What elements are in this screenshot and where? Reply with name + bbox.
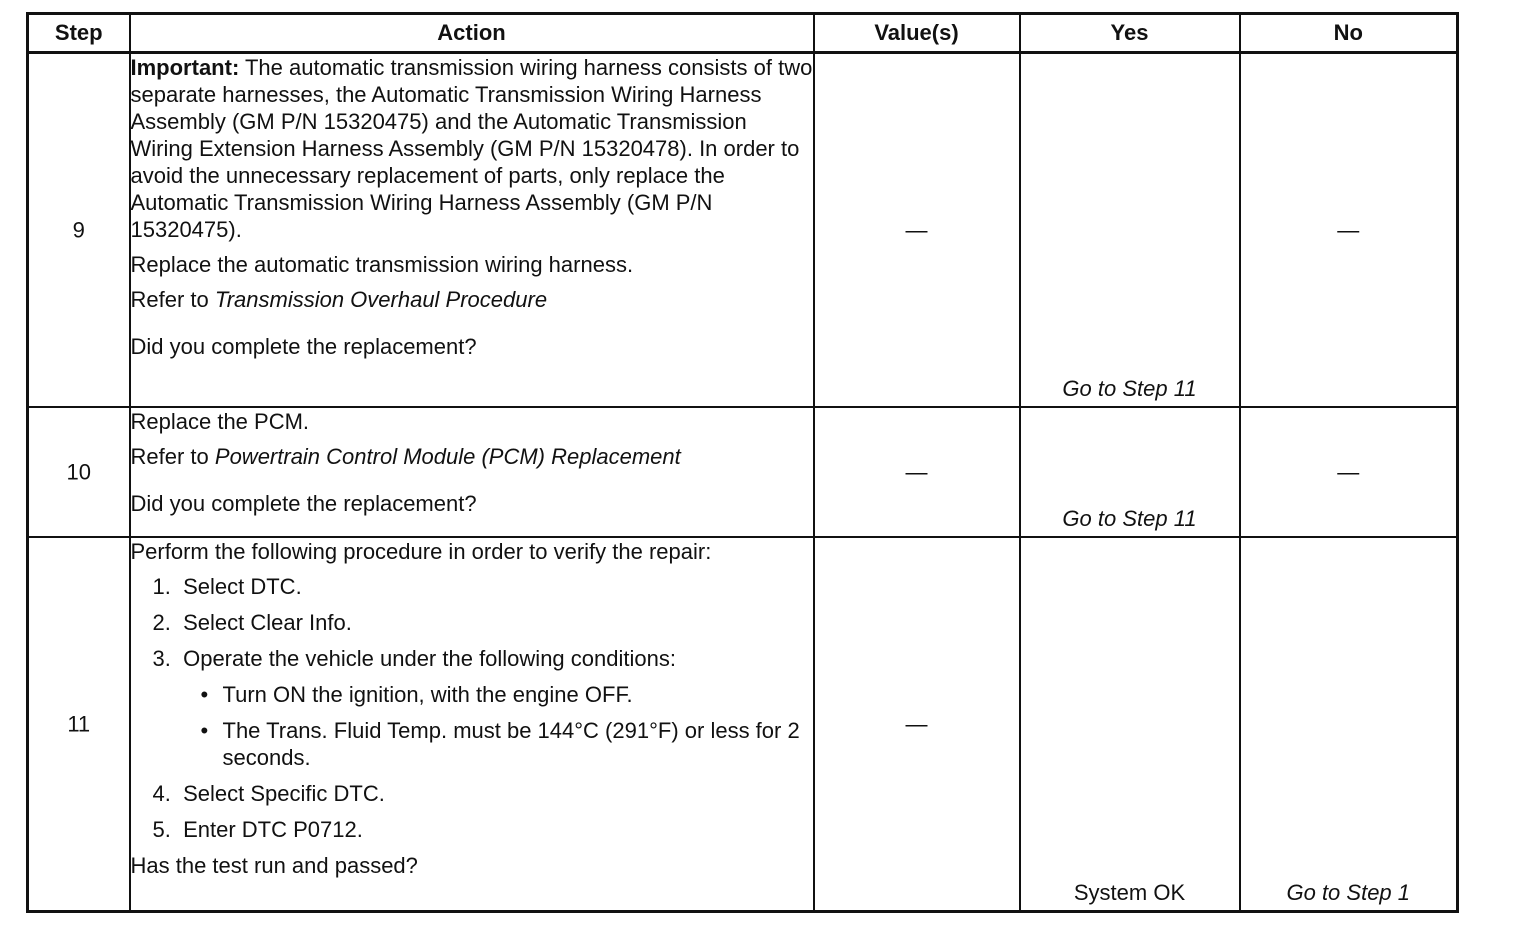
header-row: [28, 14, 1458, 53]
table-row-step-11: [28, 537, 1458, 912]
bullet-icon: •: [200, 682, 209, 707]
instruction: Replace the automatic transmission wiring harness.: [130, 252, 634, 277]
header-values: Value(s): [814, 14, 1020, 53]
list-item: [131, 645, 813, 771]
bullet-icon: •: [200, 718, 209, 743]
procedure-list: [131, 573, 813, 843]
refer-link[interactable]: Transmission Overhaul Procedure: [214, 287, 548, 312]
action-cell: [130, 53, 814, 408]
step-number: 10: [66, 459, 91, 485]
value-text: —: [905, 711, 928, 737]
yes-cell: [1020, 53, 1240, 408]
no-cell: [1240, 407, 1458, 537]
list-item: [131, 816, 813, 843]
step-cell: [28, 407, 130, 537]
yes-text: System OK: [1073, 880, 1186, 905]
list-item: [131, 780, 813, 807]
step-cell: [28, 537, 130, 912]
yes-cell: [1020, 537, 1240, 912]
procedure-intro: Perform the following procedure in order to verify the repair:: [130, 539, 712, 564]
item-text: Select Specific DTC.: [183, 781, 385, 806]
instruction: Replace the PCM.: [130, 409, 310, 434]
no-text: —: [1337, 217, 1360, 243]
question: Did you complete the replacement?: [130, 491, 477, 516]
header-action: Action: [130, 14, 814, 53]
list-item: [131, 573, 813, 600]
value-cell: [814, 537, 1020, 912]
yes-link[interactable]: Go to Step 11: [1062, 506, 1197, 531]
item-text: Select Clear Info.: [183, 610, 352, 635]
yes-link[interactable]: Go to Step 11: [1062, 376, 1197, 401]
value-cell: [814, 53, 1020, 408]
item-text: Enter DTC P0712.: [183, 817, 363, 842]
header-step: Step: [28, 14, 130, 53]
item-number: 2.: [152, 610, 171, 635]
no-text: —: [1337, 459, 1360, 485]
step-number: 11: [67, 711, 91, 737]
item-number: 4.: [152, 781, 171, 806]
item-number: 5.: [152, 817, 171, 842]
bullet-text: Turn ON the ignition, with the engine OFF.: [222, 682, 633, 707]
bullet-text: The Trans. Fluid Temp. must be 144°C (291°F) or less for 2 seconds.: [222, 718, 800, 770]
item-text: Operate the vehicle under the following conditions:: [183, 646, 676, 671]
important-text: The automatic transmission wiring harness consists of two separate harnesses, the Automatic Transmission Wiring Harness Assembly (GM P/N 15320475) and the Automatic Transmission Wiring Extension Harness Assembly (GM P/N 15320478). In order to avoid the unnecessary replacement of parts, only replace the Automatic Transmission Wiring Harness Assembly (GM P/N 15320475).: [130, 55, 813, 242]
value-cell: [814, 407, 1020, 537]
action-cell: [130, 407, 814, 537]
reference: [131, 443, 813, 470]
refer-prefix: Refer to: [130, 444, 209, 469]
step-number: 9: [72, 217, 85, 243]
header-no: No: [1240, 14, 1458, 53]
condition-list: [187, 681, 813, 771]
important-note: [131, 54, 813, 243]
value-text: —: [905, 217, 928, 243]
item-number: 3.: [152, 646, 171, 671]
no-cell: [1240, 537, 1458, 912]
table-row-step-10: [28, 407, 1458, 537]
list-item: [187, 717, 813, 771]
yes-cell: [1020, 407, 1240, 537]
refer-prefix: Refer to: [130, 287, 209, 312]
question: Has the test run and passed?: [130, 853, 418, 878]
item-number: 1.: [152, 574, 171, 599]
list-item: [187, 681, 813, 708]
important-label: Important:: [130, 55, 240, 80]
list-item: [131, 609, 813, 636]
item-text: Select DTC.: [183, 574, 302, 599]
question: Did you complete the replacement?: [130, 334, 477, 359]
refer-link[interactable]: Powertrain Control Module (PCM) Replacement: [214, 444, 681, 469]
value-text: —: [905, 459, 928, 485]
no-cell: [1240, 53, 1458, 408]
header-yes: Yes: [1020, 14, 1240, 53]
table-row-step-9: [28, 53, 1458, 408]
reference: [131, 286, 813, 313]
action-cell: [130, 537, 814, 912]
diagnostic-table: [26, 12, 1459, 913]
step-cell: [28, 53, 130, 408]
no-link[interactable]: Go to Step 1: [1286, 880, 1411, 905]
